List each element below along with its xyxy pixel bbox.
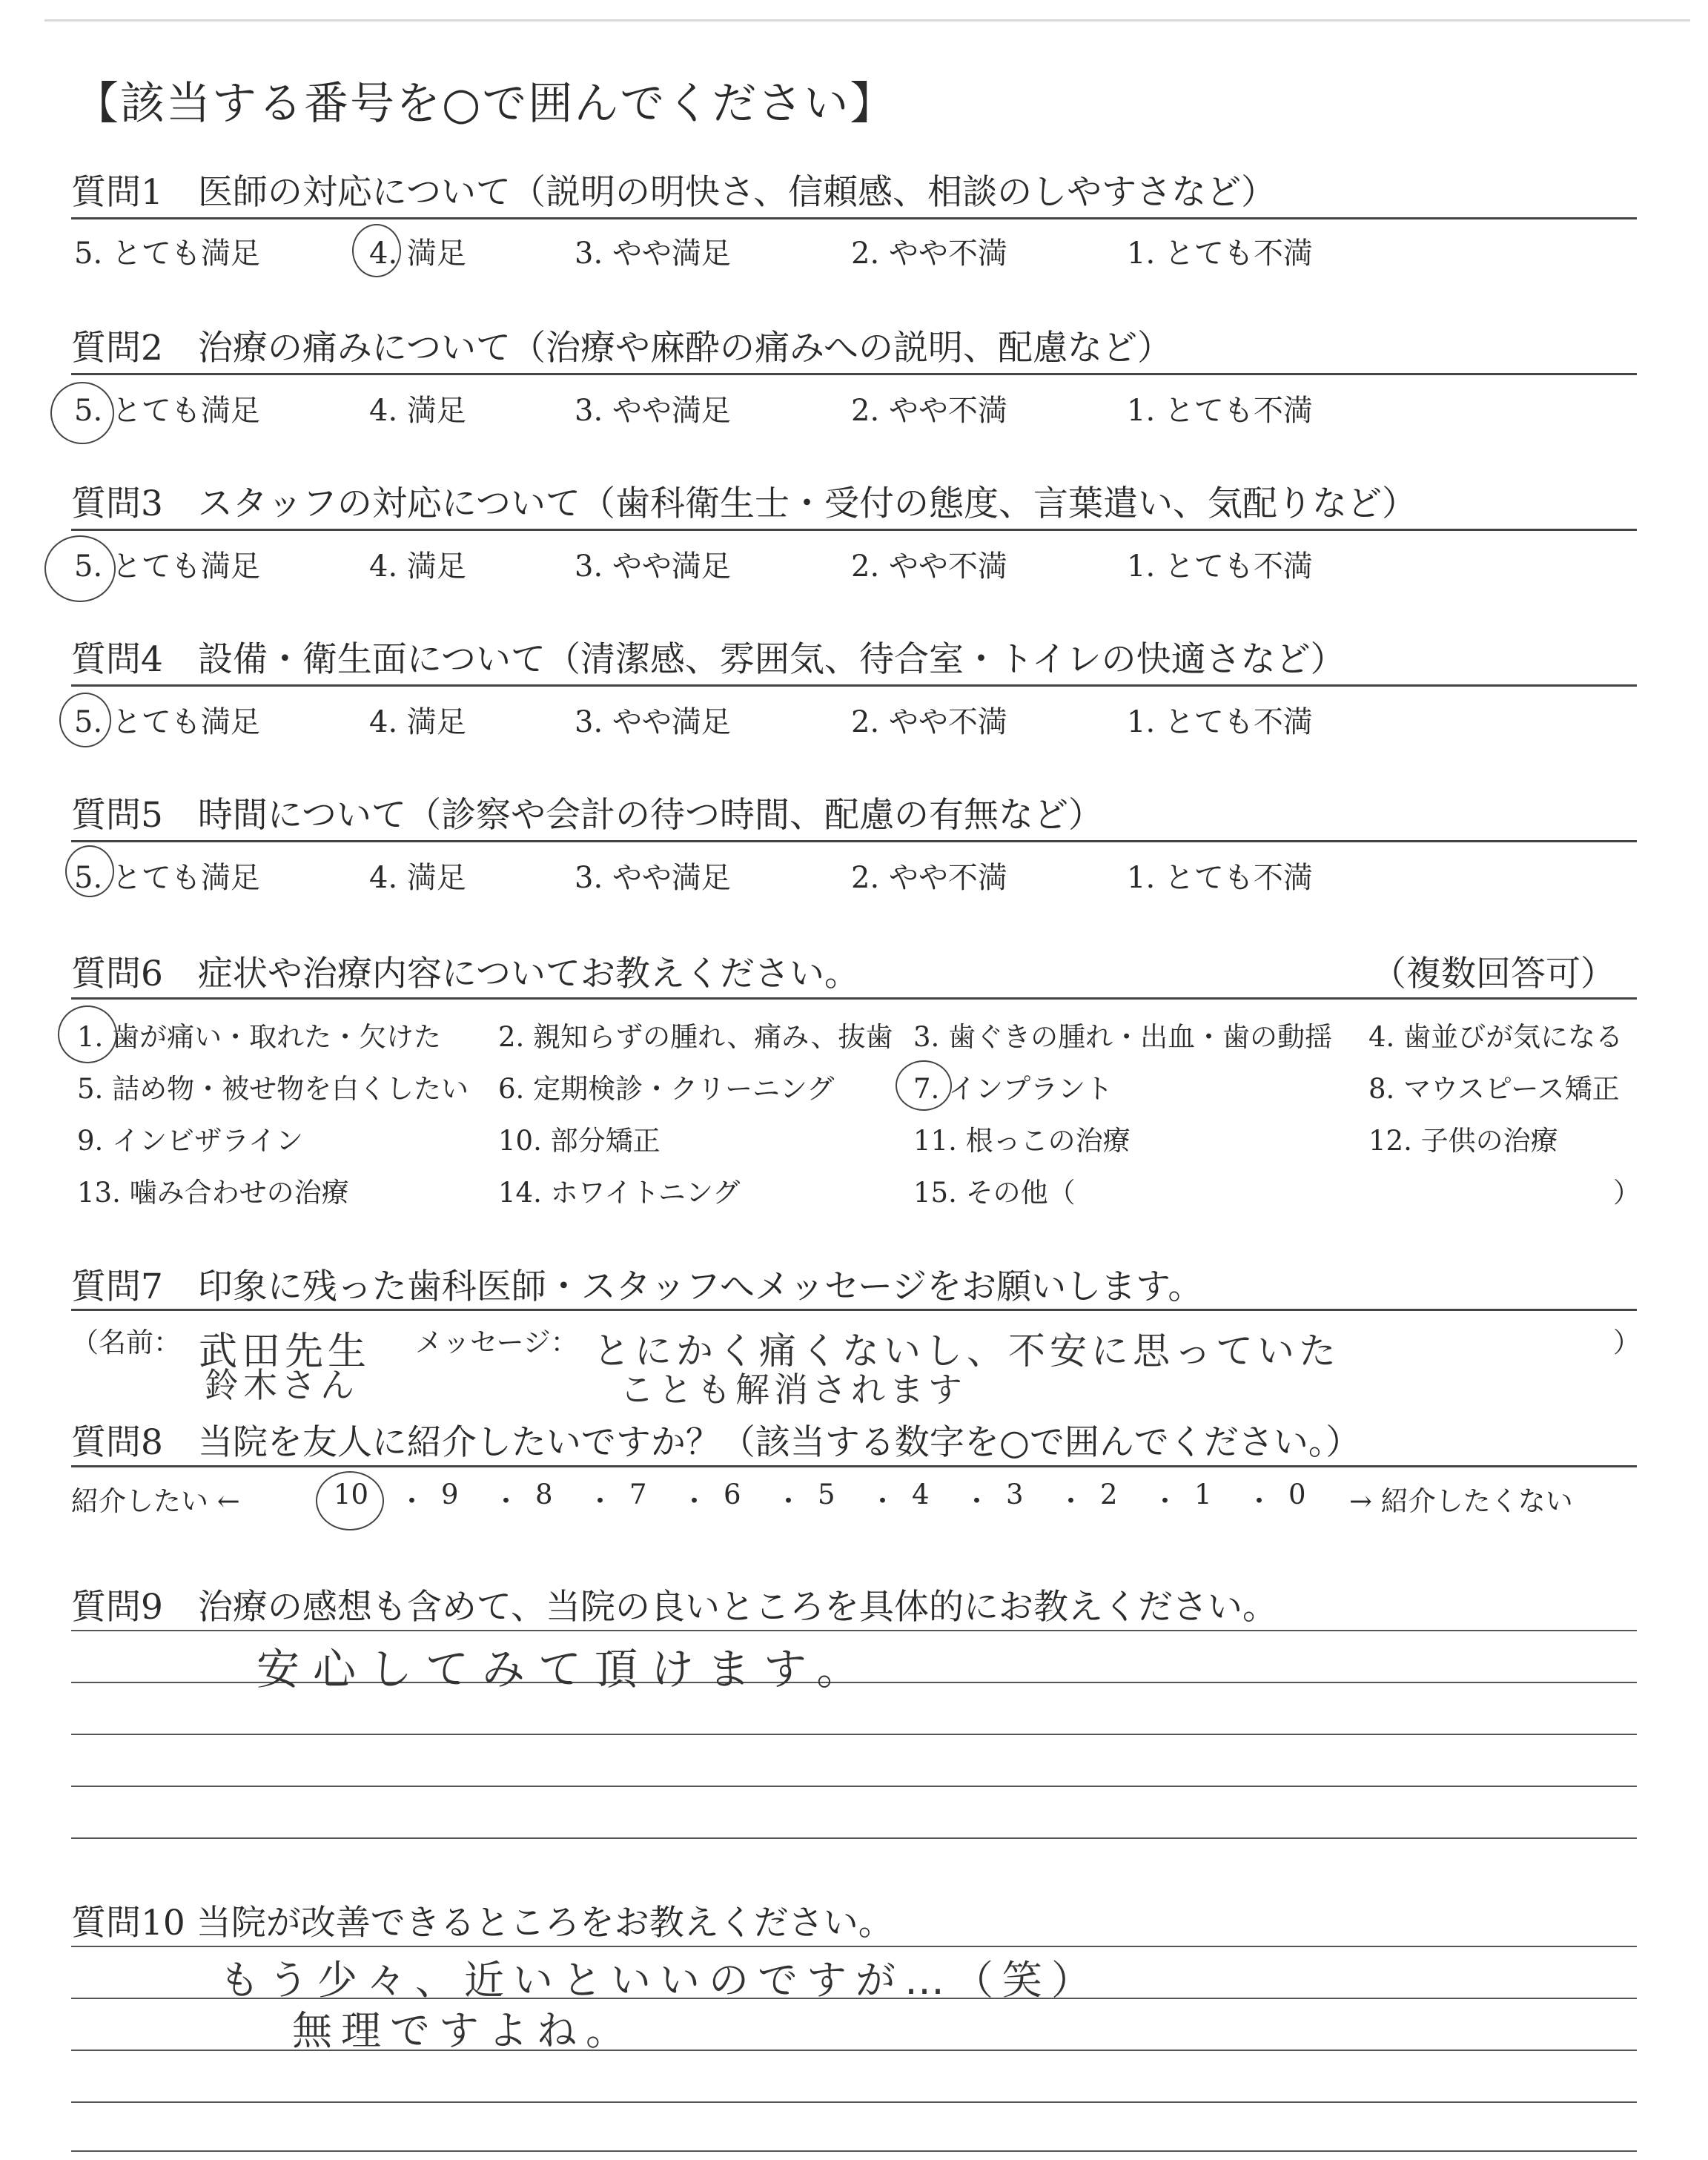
question-6-note: （複数回答可） [1371, 954, 1615, 994]
q9-answer-line [71, 1786, 1637, 1787]
q5-selection-circle [65, 845, 114, 897]
q4-option-5[interactable]: 5. とても満足 [74, 705, 260, 739]
question-6-heading: 質問6 症状や治療内容についてお教えください。 [71, 954, 859, 994]
question-6-rule [71, 997, 1637, 1000]
q10-answer-line [71, 2150, 1637, 2152]
question-1-heading: 質問1 医師の対応について（説明の明快さ、信頼感、相談のしやすさなど） [71, 172, 1277, 213]
q3-option-4[interactable]: 4. 満足 [369, 549, 466, 584]
question-8-heading: 質問8 当院を友人に紹介したいですか？（該当する数字を○で囲んでください。） [71, 1422, 1361, 1463]
q3-option-5[interactable]: 5. とても満足 [74, 549, 260, 584]
q6-item-10[interactable]: 10. 部分矯正 [498, 1125, 661, 1157]
question-5-heading: 質問5 時間について（診察や会計の待つ時間、配慮の有無など） [71, 795, 1103, 836]
q2-selection-circle [50, 382, 114, 444]
q5-option-2[interactable]: 2. やや不満 [851, 861, 1007, 895]
q2-option-1[interactable]: 1. とても不満 [1127, 394, 1313, 428]
q8-right-label: → 紹介したくない [1349, 1485, 1573, 1517]
q8-scale-7[interactable]: 7 [629, 1479, 647, 1510]
q6-item-7[interactable]: 7. インプラント [913, 1073, 1113, 1105]
q5-option-3[interactable]: 3. やや満足 [575, 861, 731, 895]
q6-item-2[interactable]: 2. 親知らずの腫れ、痛み、抜歯 [498, 1021, 893, 1053]
q8-dot: ・ [1057, 1485, 1085, 1517]
q6-item-11[interactable]: 11. 根っこの治療 [913, 1125, 1131, 1157]
q7-name-handwriting-2: 鈴木さん [205, 1365, 359, 1405]
q8-dot: ・ [1151, 1485, 1179, 1517]
q1-option-3[interactable]: 3. やや満足 [575, 237, 731, 271]
q1-option-2[interactable]: 2. やや不満 [851, 237, 1007, 271]
q5-option-4[interactable]: 4. 満足 [369, 861, 466, 895]
q6-item-9[interactable]: 9. インビザライン [77, 1125, 303, 1157]
q8-scale-10[interactable]: 10 [334, 1479, 369, 1510]
q3-option-2[interactable]: 2. やや不満 [851, 549, 1007, 584]
q4-selection-circle [59, 693, 111, 747]
q2-option-5[interactable]: 5. とても満足 [74, 394, 260, 428]
q8-scale-8[interactable]: 8 [535, 1479, 553, 1510]
q4-option-3[interactable]: 3. やや満足 [575, 705, 731, 739]
q10-answer-handwriting-1: もう少々、近いといいのですが…（笑） [219, 1957, 1100, 2004]
question-1-rule [71, 217, 1637, 219]
q1-option-4[interactable]: 4. 満足 [369, 237, 466, 271]
q1-option-1[interactable]: 1. とても不満 [1127, 237, 1313, 271]
q8-dot: ・ [869, 1485, 896, 1517]
q8-left-label: 紹介したい ← [71, 1485, 240, 1517]
q10-answer-handwriting-2: 無理ですよね。 [292, 2007, 635, 2054]
q1-option-5[interactable]: 5. とても満足 [74, 237, 260, 271]
question-3-rule [71, 529, 1637, 531]
q6-item-15[interactable]: 15. その他（ [913, 1177, 1076, 1209]
q6-item-8[interactable]: 8. マウスピース矯正 [1368, 1073, 1620, 1105]
q8-dot: ・ [681, 1485, 708, 1517]
q6-item-5[interactable]: 5. 詰め物・被せ物を白くしたい [77, 1073, 469, 1105]
q8-scale-9[interactable]: 9 [441, 1479, 459, 1510]
question-2-rule [71, 373, 1637, 375]
q9-answer-line [71, 1630, 1637, 1631]
question-4-rule [71, 684, 1637, 687]
question-10-heading: 質問10 当院が改善できるところをお教えください。 [71, 1903, 893, 1943]
question-9-heading: 質問9 治療の感想も含めて、当院の良いところを具体的にお教えください。 [71, 1587, 1277, 1628]
q8-dot: ・ [775, 1485, 802, 1517]
q8-scale-6[interactable]: 6 [724, 1479, 741, 1510]
q8-dot: ・ [1245, 1485, 1273, 1517]
q8-selection-circle [316, 1471, 384, 1530]
q5-option-5[interactable]: 5. とても満足 [74, 861, 260, 895]
q8-scale-2[interactable]: 2 [1100, 1479, 1118, 1510]
q6-item-1[interactable]: 1. 歯が痛い・取れた・欠けた [77, 1021, 442, 1053]
q8-scale-5[interactable]: 5 [818, 1479, 835, 1510]
q7-name-label: （名前： [71, 1327, 181, 1358]
q10-answer-line [71, 2101, 1637, 2103]
q6-item-15-close: ） [1613, 1177, 1641, 1209]
question-2-heading: 質問2 治療の痛みについて（治療や麻酔の痛みへの説明、配慮など） [71, 328, 1173, 369]
question-7-heading: 質問7 印象に残った歯科医師・スタッフへメッセージをお願いします。 [71, 1266, 1203, 1307]
q4-option-4[interactable]: 4. 満足 [369, 705, 466, 739]
question-4-heading: 質問4 設備・衛生面について（清潔感、雰囲気、待合室・トイレの快適さなど） [71, 639, 1345, 680]
q7-message-label: メッセージ： [415, 1327, 578, 1358]
q9-answer-line [71, 1837, 1637, 1839]
q6-item-14[interactable]: 14. ホワイトニング [498, 1177, 741, 1209]
q3-option-3[interactable]: 3. やや満足 [575, 549, 731, 584]
page-title: 【該当する番号を○で囲んでください】 [74, 78, 896, 130]
q8-dot: ・ [963, 1485, 990, 1517]
question-3-heading: 質問3 スタッフの対応について（歯科衛生士・受付の態度、言葉遣い、気配りなど） [71, 483, 1417, 524]
question-5-rule [71, 840, 1637, 842]
q8-dot: ・ [586, 1485, 614, 1517]
question-8-rule [71, 1465, 1637, 1467]
q2-option-2[interactable]: 2. やや不満 [851, 394, 1007, 428]
q6-item-4[interactable]: 4. 歯並びが気になる [1368, 1021, 1623, 1053]
q6-selection-circle-1 [58, 1005, 117, 1063]
q6-item-13[interactable]: 13. 噛み合わせの治療 [77, 1177, 349, 1209]
scan-edge-line [44, 19, 1690, 22]
q3-selection-circle [44, 535, 116, 602]
q6-item-3[interactable]: 3. 歯ぐきの腫れ・出血・歯の動揺 [913, 1021, 1333, 1053]
q6-item-12[interactable]: 12. 子供の治療 [1368, 1125, 1558, 1157]
q8-scale-3[interactable]: 3 [1006, 1479, 1024, 1510]
q8-scale-0[interactable]: 0 [1288, 1479, 1306, 1510]
question-7-rule [71, 1309, 1637, 1311]
q6-item-6[interactable]: 6. 定期検診・クリーニング [498, 1073, 835, 1105]
q9-answer-handwriting: 安心してみて頂けます。 [256, 1644, 873, 1694]
q4-option-1[interactable]: 1. とても不満 [1127, 705, 1313, 739]
q8-scale-1[interactable]: 1 [1194, 1479, 1212, 1510]
q8-scale-4[interactable]: 4 [912, 1479, 930, 1510]
q4-option-2[interactable]: 2. やや不満 [851, 705, 1007, 739]
q1-selection-circle [352, 224, 401, 277]
q7-message-handwriting-1: とにかく痛くないし、不安に思っていた [593, 1330, 1340, 1373]
q8-dot: ・ [398, 1485, 426, 1517]
q10-answer-line [71, 1946, 1637, 1947]
q2-option-3[interactable]: 3. やや満足 [575, 394, 731, 428]
q9-answer-line [71, 1734, 1637, 1735]
q5-option-1[interactable]: 1. とても不満 [1127, 861, 1313, 895]
q6-selection-circle-7 [896, 1060, 952, 1111]
q8-dot: ・ [492, 1485, 520, 1517]
q2-option-4[interactable]: 4. 満足 [369, 394, 466, 428]
q7-close-paren: ） [1613, 1327, 1641, 1358]
q7-message-handwriting-2: ことも解消されます [620, 1370, 967, 1410]
q7-name-handwriting-1: 武田先生 [199, 1330, 371, 1374]
q3-option-1[interactable]: 1. とても不満 [1127, 549, 1313, 584]
